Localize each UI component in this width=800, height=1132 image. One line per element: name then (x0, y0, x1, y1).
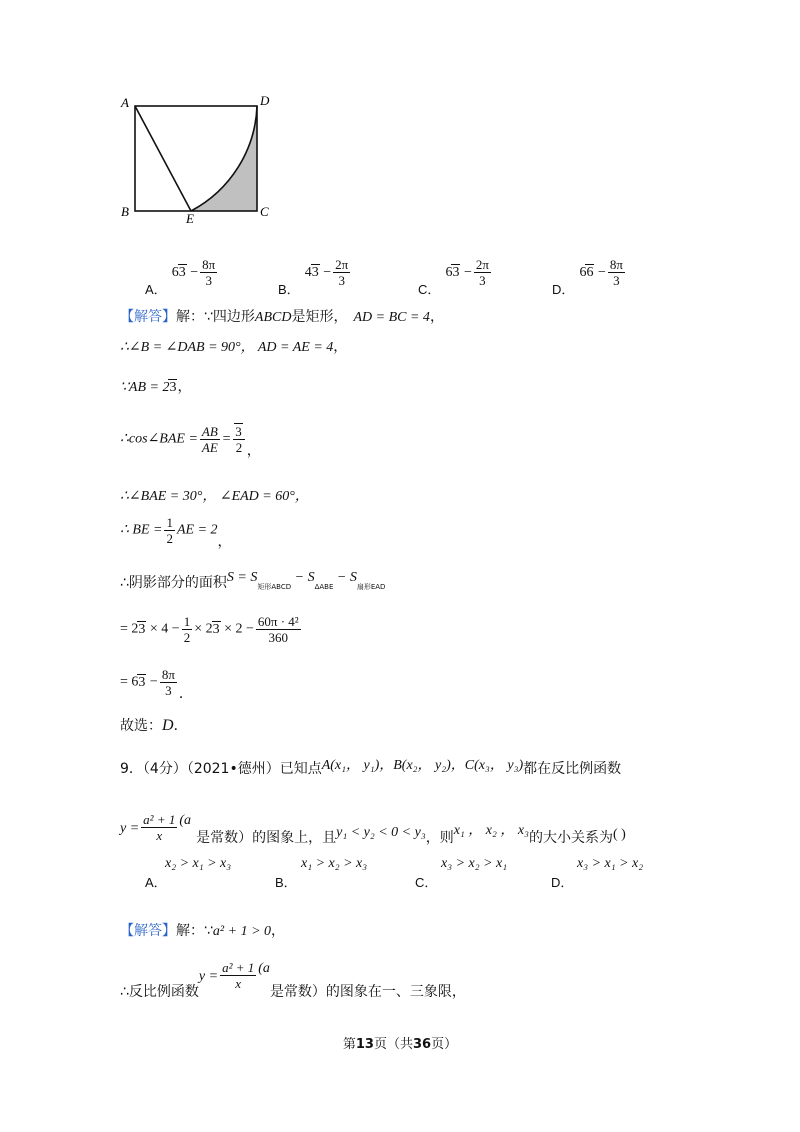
option-expr: 43 − $\frac{2\pi}{3}$ (304, 257, 349, 288)
sol8-line-4: ∴cos∠BAE = $\frac{AB}{AE}$ = $\frac{3}{2}$ ， (120, 424, 261, 459)
sol8-line-7: ∴阴影部分的面积$S = S_{矩形ABCD} - S_{\Delta ABE} - S_{扇形EAD}$ (120, 570, 386, 592)
q9-stem-line-1: 9．（4分）（2021•德州）已知点A(x₁， y₁)，B(x₂， y₂)，C(x₃， y₃)都在反比例函数 (120, 758, 622, 777)
q9-stem-line-2: y = $\frac{\text{a² + 1}}{x}$ (a 是常数）的图象上，且y₁ < y₂ < 0 < y₃，则x₁ ， x₂ ， x₃的大小关系为( ) (120, 812, 626, 846)
q9-option-b: x₁ > x₂ > x₃ B． (275, 856, 368, 890)
option-letter: A． (145, 281, 167, 297)
q8-option-d (552, 257, 627, 297)
option-letter: D． (552, 281, 575, 297)
shaded-region (191, 106, 257, 211)
label-a: A (121, 95, 129, 110)
sol8-line-3: ∵AB = 23， (120, 379, 192, 395)
label-b: B (121, 204, 129, 219)
label-e: E (186, 211, 194, 226)
geometry-figure (115, 92, 285, 227)
option-expr: 63 − $\frac{8\pi}{3}$ (171, 257, 216, 288)
label-c: C (260, 204, 269, 219)
option-expr: 63 − $\frac{2\pi}{3}$ (445, 257, 489, 288)
option-letter: C． (418, 281, 441, 297)
segment-ae (135, 106, 191, 211)
sol8-line-10: 故选：D． (120, 717, 188, 734)
label-d: D (260, 93, 270, 108)
q9-option-c: x₃ > x₂ > x₁ C． (415, 856, 508, 890)
page-footer: 第13页（共36页） (342, 1037, 458, 1052)
q8-option-a (145, 257, 219, 297)
q9-option-a: x₂ > x₁ > x₃ A． (145, 856, 232, 890)
option-expr: 66 − $\frac{8\pi}{3}$ (579, 257, 623, 288)
sol9-line-1: 【解答】解：∵a² + 1 > 0， (120, 923, 286, 939)
sol8-line-8: = 23 × 4 − $\frac{1}{2}$ × 23 × 2 − $\frac{\text{60π · 4²}}{360}$ (120, 614, 299, 645)
sol8-line-2: ∴∠B = ∠DAB = 90°， AD = AE = 4， (120, 339, 348, 355)
sol8-line-1: 【解答】解：∵四边形ABCD是矩形， AD = BC = 4， (120, 309, 444, 325)
sol9-line-2: ∴反比例函数y = $\frac{\text{a² + 1}}{x}$ (a是常数）的图象在一、三象限， (120, 960, 466, 1000)
sol8-line-9: = 63 − $\frac{8\pi}{3}$ ． (120, 667, 193, 702)
q9-option-d: x₃ > x₁ > x₂ D． (551, 856, 644, 890)
q8-option-b (278, 257, 352, 297)
q8-option-c (418, 257, 493, 297)
sol8-line-5: ∴∠BAE = 30°， ∠EAD = 60°， (120, 489, 309, 504)
option-letter: B． (278, 281, 300, 297)
sol8-line-6: ∴ BE = $\frac{1}{2}$ AE = 2， (120, 515, 232, 550)
